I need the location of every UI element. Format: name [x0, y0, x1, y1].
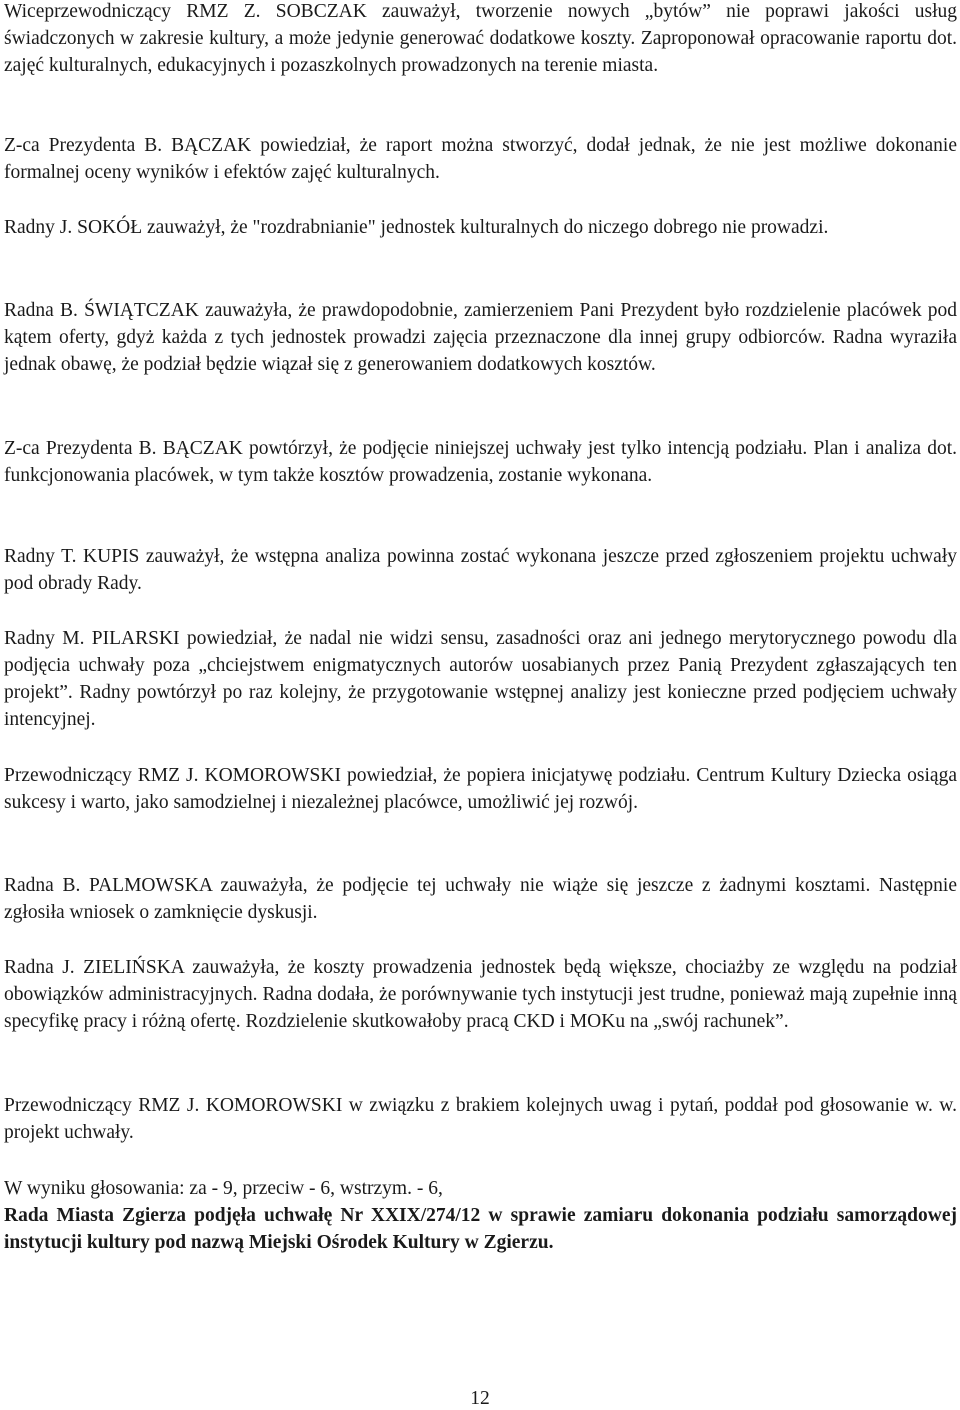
page-number: 12 [470, 1388, 490, 1409]
paragraph-baczak-intencja: Z-ca Prezydenta B. BĄCZAK powtórzył, że podjęcie niniejszej uchwały jest tylko intencją podziału. Plan i analiza dot. funkcjonowania placówek, w tym także kosztów prowadzenia, zostanie wykonana. [4, 438, 957, 486]
paragraph-komorowski-glosowanie: Przewodniczący RMZ J. KOMOROWSKI w związku z brakiem kolejnych uwag i pytań, poddał pod głosowanie w. w. projekt uchwały. [4, 1095, 957, 1143]
paragraph-kupis: Radny T. KUPIS zauważył, że wstępna analiza powinna zostać wykonana jeszcze przed zgłoszeniem projektu uchwały pod obrady Rady. [4, 546, 957, 594]
paragraph-sokol: Radny J. SOKÓŁ zauważył, że "rozdrabnianie" jednostek kulturalnych do niczego dobrego nie prowadzi. [4, 217, 829, 238]
paragraph-baczak-raport: Z-ca Prezydenta B. BĄCZAK powiedział, że raport można stworzyć, dodał jednak, że nie jest możliwe dokonanie formalnej oceny wyników i efektów zajęć kulturalnych. [4, 135, 957, 183]
paragraph-palmowska: Radna B. PALMOWSKA zauważyła, że podjęcie tej uchwały nie wiąże się jeszcze z żadnymi kosztami. Następnie zgłosiła wniosek o zamknięcie dyskusji. [4, 875, 957, 923]
resolution-statement: Rada Miasta Zgierza podjęła uchwałę Nr XXIX/274/12 w sprawie zamiaru dokonania podziału samorządowej instytucji kultury pod nazwą Miejski Ośrodek Kultury w Zgierzu. [4, 1205, 957, 1253]
paragraph-swiatczak: Radna B. ŚWIĄTCZAK zauważyła, że prawdopodobnie, zamierzeniem Pani Prezydent było rozdzielenie placówek pod kątem oferty, gdyż każda z tych jednostek prowadzi zajęcia przeznaczone dla innej grupy odbiorców. Radna wyraziła jednak obawę, że podział będzie wiązał się z generowaniem dodatkowych kosztów. [4, 300, 957, 375]
paragraph-sobczak: Wiceprzewodniczący RMZ Z. SOBCZAK zauważył, tworzenie nowych „bytów” nie poprawi jakości usług świadczonych w zakresie kultury, a może jedynie generować dodatkowe koszty. Zaproponował opracowanie raportu dot. zajęć kulturalnych, edukacyjnych i pozaszkolnych prowadzonych na terenie miasta. [4, 1, 957, 76]
paragraph-pilarski: Radny M. PILARSKI powiedział, że nadal nie widzi sensu, zasadności oraz ani jednego merytorycznego powodu dla podjęcia uchwały poza „chciejstwem enigmatycznych autorów uosabianych przez Panią Prezydent zgłaszających ten projekt”. Radny powtórzył po raz kolejny, że przygotowanie wstępnej analizy jest konieczne przed podjęciem uchwały intencyjnej. [4, 628, 957, 730]
paragraph-zielinska: Radna J. ZIELIŃSKA zauważyła, że koszty prowadzenia jednostek będą większe, chociażby ze względu na podział obowiązków administracyjnych. Radna dodała, że porównywanie tych instytucji jest trudne, ponieważ mają zupełnie inną specyfikę pracy i różną ofertę. Rozdzielenie skutkowałoby pracą CKD i MOKu na „swój rachunek”. [4, 957, 957, 1032]
paragraph-komorowski-poparcie: Przewodniczący RMZ J. KOMOROWSKI powiedział, że popiera inicjatywę podziału. Centrum Kultury Dziecka osiąga sukcesy i warto, jako samodzielnej i niezależnej placówce, umożliwić jej rozwój. [4, 765, 957, 813]
voting-result: W wyniku głosowania: za - 9, przeciw - 6, wstrzym. - 6, [4, 1178, 443, 1199]
